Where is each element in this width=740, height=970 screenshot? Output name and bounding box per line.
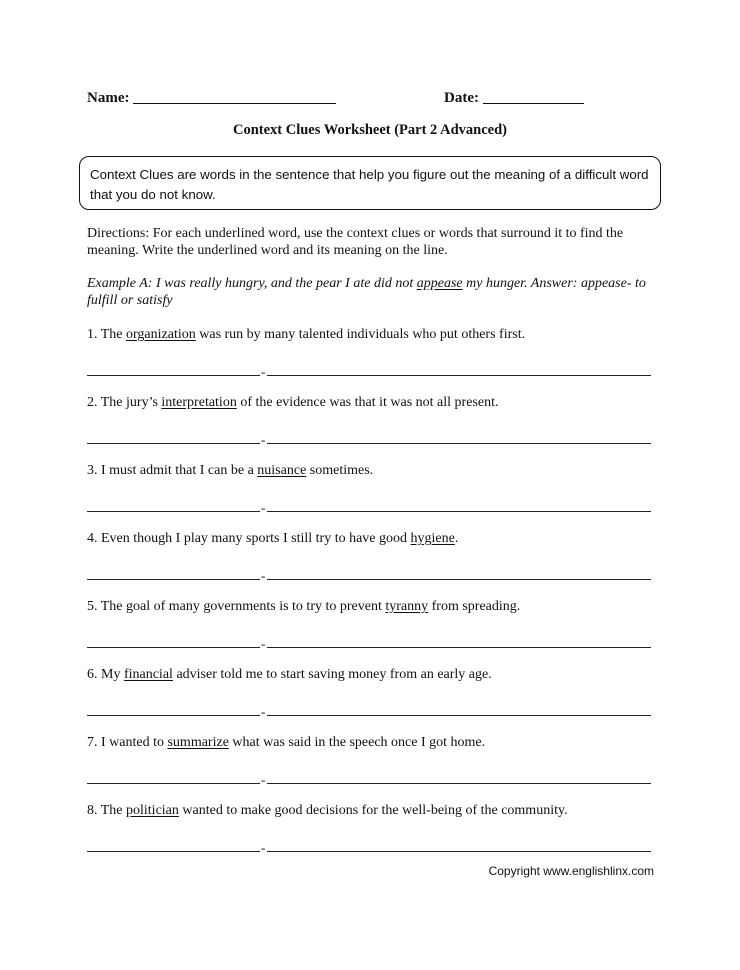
answer-line-1[interactable]: - bbox=[87, 362, 651, 376]
date-label: Date: bbox=[444, 90, 479, 106]
underlined-word: politician bbox=[126, 803, 179, 818]
definition-box bbox=[79, 156, 661, 210]
underlined-word: interpretation bbox=[161, 395, 237, 410]
underlined-word: nuisance bbox=[257, 463, 307, 478]
example-before: Example A: I was really hungry, and the pear I ate did not bbox=[87, 276, 417, 291]
worksheet-title: Context Clues Worksheet (Part 2 Advanced) bbox=[232, 122, 507, 138]
name-input-line[interactable] bbox=[133, 89, 336, 104]
question-3: 3. I must admit that I can be a nuisance sometimes. bbox=[87, 463, 374, 478]
copyright-text: Copyright www.englishlinx.com bbox=[488, 864, 654, 878]
question-2: 2. The jury’s interpretation of the evidence was that it was not all present. bbox=[87, 395, 499, 410]
question-5: 5. The goal of many governments is to try to prevent tyranny from spreading. bbox=[87, 599, 521, 614]
underlined-word: financial bbox=[123, 667, 173, 682]
example-underlined-word: appease bbox=[416, 276, 463, 291]
answer-line-2[interactable]: - bbox=[87, 430, 651, 444]
answer-line-3[interactable]: - bbox=[87, 498, 651, 512]
example-after: my hunger. Answer: appease- to fulfill or satisfy bbox=[87, 276, 646, 308]
underlined-word: organization bbox=[126, 327, 196, 342]
name-field bbox=[87, 89, 336, 107]
answer-line-8[interactable]: - bbox=[87, 838, 651, 852]
definition-text: Context Clues are words in the sentence that help you figure out the meaning of a difficult word that you do not know. bbox=[90, 167, 649, 202]
question-4: 4. Even though I play many sports I still try to have good hygiene. bbox=[87, 531, 459, 546]
underlined-word: summarize bbox=[167, 735, 229, 750]
question-7: 7. I wanted to summarize what was said in the speech once I got home. bbox=[87, 735, 486, 750]
date-input-line[interactable] bbox=[483, 89, 584, 104]
example-text bbox=[87, 275, 657, 309]
name-label: Name: bbox=[87, 90, 130, 106]
question-8: 8. The politician wanted to make good decisions for the well-being of the community. bbox=[87, 803, 568, 818]
answer-line-7[interactable]: - bbox=[87, 770, 651, 784]
directions-text: Directions: For each underlined word, use the context clues or words that surround it to find the meaning. Write the underlined word and its meaning on the line. bbox=[87, 226, 624, 258]
answer-line-5[interactable]: - bbox=[87, 634, 651, 648]
question-1: 1. The organization was run by many talented individuals who put others first. bbox=[87, 327, 526, 342]
underlined-word: tyranny bbox=[385, 599, 429, 614]
answer-line-6[interactable]: - bbox=[87, 702, 651, 716]
question-6: 6. My financial adviser told me to start saving money from an early age. bbox=[87, 667, 492, 682]
date-field bbox=[444, 89, 584, 107]
underlined-word: hygiene bbox=[410, 531, 455, 546]
answer-line-4[interactable]: - bbox=[87, 566, 651, 580]
